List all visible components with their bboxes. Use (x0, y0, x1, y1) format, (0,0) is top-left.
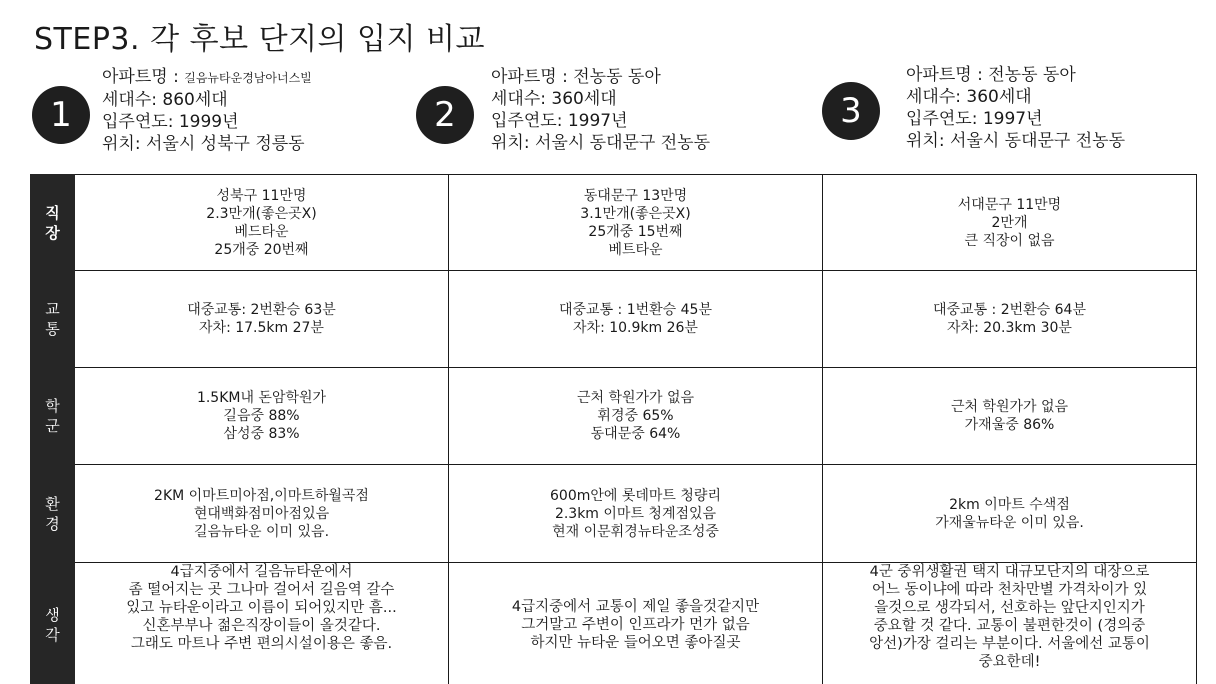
table-cell: 600m안에 롯데마트 청량리 2.3km 이마트 청계점있음 현재 이문휘경뉴타운조성중 (449, 465, 823, 563)
apartment-name: 아파트명 : 길음뉴타운경남아너스빌 (102, 67, 312, 87)
move-in-year: 입주연도: 1997년 (491, 111, 628, 131)
candidate-number-badge: 3 (822, 82, 880, 140)
households: 세대수: 360세대 (491, 89, 617, 109)
row-header-work: 직 장 (31, 175, 75, 271)
table-row-work (31, 175, 1197, 271)
table-row-environment (31, 465, 1197, 563)
table-cell: 대중교통: 2번환승 63분 자차: 17.5km 27분 (75, 271, 449, 368)
location: 위치: 서울시 동대문구 전농동 (906, 131, 1126, 151)
candidate-1 (30, 66, 410, 166)
table-cell: 1.5KM내 돈암학원가 길음중 88% 삼성중 83% (75, 368, 449, 465)
move-in-year: 입주연도: 1999년 (102, 112, 239, 132)
candidate-number-badge: 2 (416, 86, 474, 144)
candidate-number-badge: 1 (32, 86, 90, 144)
apartment-name: 아파트명 : 전농동 동아 (906, 65, 1076, 85)
table-row-transport (31, 271, 1197, 368)
comparison-table (30, 174, 1197, 684)
page-title: STEP3. 각 후보 단지의 입지 비교 (34, 22, 486, 57)
row-header-transport: 교 통 (31, 271, 75, 368)
table-cell: 4급지중에서 교통이 제일 좋을것같지만 그거말고 주변이 인프라가 먼가 없음 하지만 뉴타운 들어오면 좋아질곳 (449, 563, 823, 684)
households: 세대수: 360세대 (906, 87, 1032, 107)
candidate-info (102, 66, 312, 155)
row-header-thoughts: 생 각 (31, 563, 75, 684)
table-cell: 대중교통 : 2번환승 64분 자차: 20.3km 30분 (823, 271, 1197, 368)
candidate-3 (820, 66, 1200, 166)
table-cell: 근처 학원가가 없음 휘경중 65% 동대문중 64% (449, 368, 823, 465)
candidate-2 (416, 66, 796, 166)
location: 위치: 서울시 성북구 정릉동 (102, 134, 305, 154)
table-cell: 서대문구 11만명 2만개 큰 직장이 없음 (823, 175, 1197, 271)
row-header-school: 학 군 (31, 368, 75, 465)
table-cell: 2KM 이마트미아점,이마트하월곡점 현대백화점미아점있음 길음뉴타운 이미 있음. (75, 465, 449, 563)
row-header-environment: 환 경 (31, 465, 75, 563)
apartment-name: 아파트명 : 전농동 동아 (491, 67, 661, 87)
move-in-year: 입주연도: 1997년 (906, 109, 1043, 129)
table-row-thoughts (31, 563, 1197, 684)
candidate-info (906, 64, 1125, 152)
table-cell: 동대문구 13만명 3.1만개(좋은곳X) 25개중 15번째 베트타운 (449, 175, 823, 271)
table-cell: 성북구 11만명 2.3만개(좋은곳X) 베드타운 25개중 20번째 (75, 175, 449, 271)
table-cell: 대중교통 : 1번환승 45분 자차: 10.9km 26분 (449, 271, 823, 368)
table-cell: 4급지중에서 길음뉴타운에서 좀 떨어지는 곳 그나마 걸어서 길음역 갈수 있고 뉴타운이라고 이름이 되어있지만 흠... 신혼부부나 젊은직장이들이 올것같다. 그래도 마트나 주변 편의시설이용은 좋음. (75, 563, 449, 684)
households: 세대수: 860세대 (102, 90, 228, 110)
candidate-info (491, 66, 710, 154)
table-cell: 근처 학원가가 없음 가재울중 86% (823, 368, 1197, 465)
location: 위치: 서울시 동대문구 전농동 (491, 133, 711, 153)
table-cell: 2km 이마트 수색점 가재울뉴타운 이미 있음. (823, 465, 1197, 563)
table-row-school (31, 368, 1197, 465)
table-cell: 4군 중위생활권 택지 대규모단지의 대장으로 어느 동이냐에 따라 천차만별 가격차이가 있 을것으로 생각되서, 선호하는 앞단지인지가 중요할 것 같다. 교통이 불편한것이 (경의중 앙선)가장 걸리는 부분이다. 서울에선 교통이 중요한데! (823, 563, 1197, 684)
